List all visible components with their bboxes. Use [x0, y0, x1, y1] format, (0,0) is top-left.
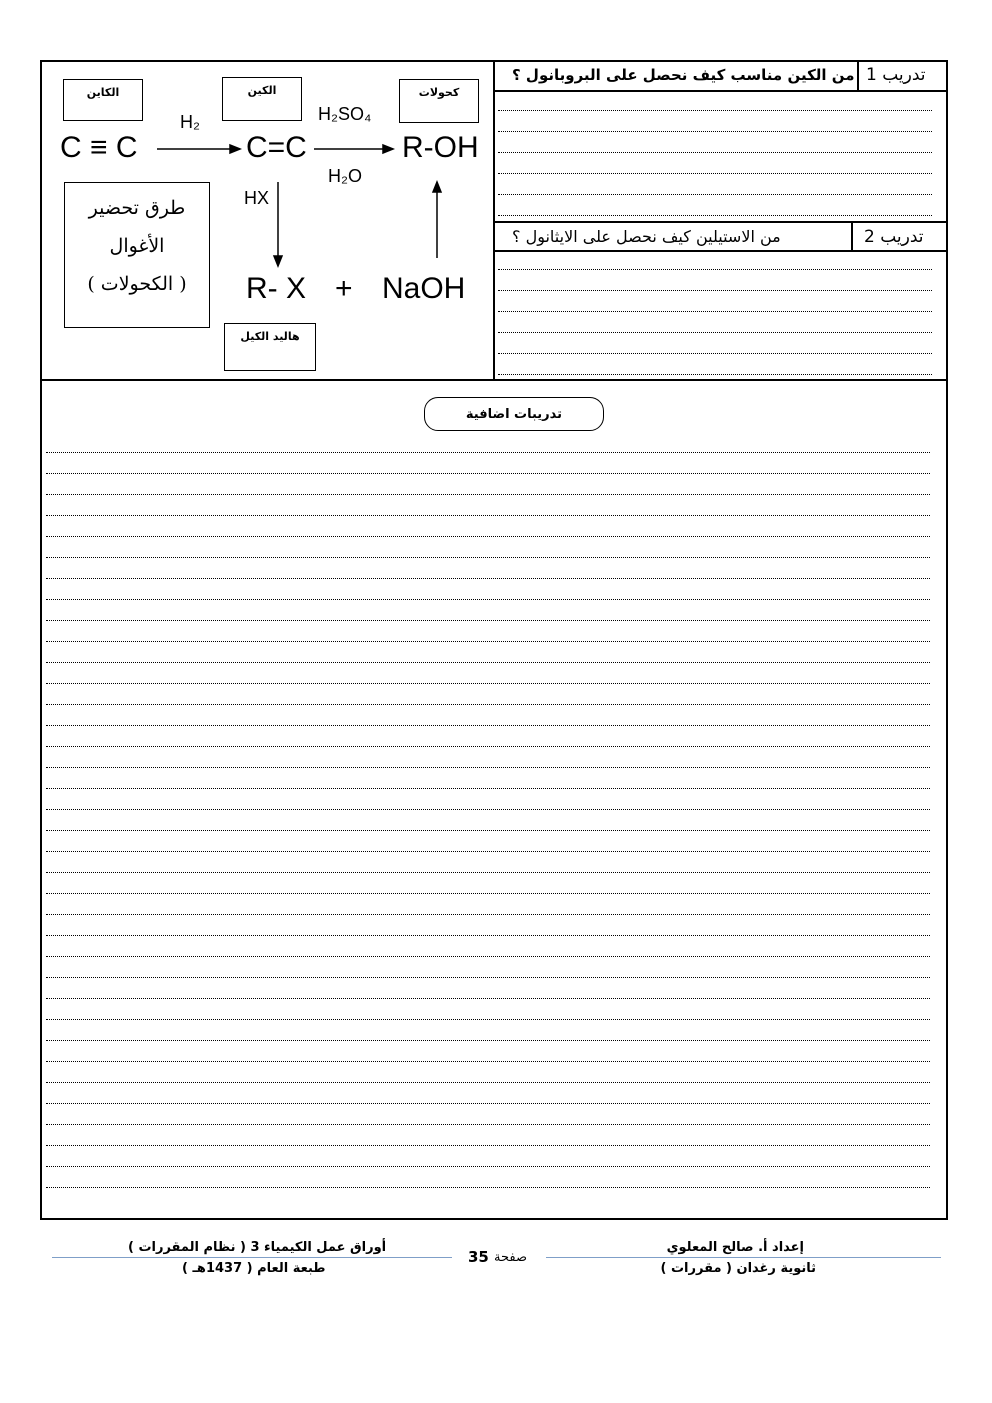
footer-rule-right: [546, 1257, 941, 1258]
answer-line[interactable]: [498, 173, 932, 174]
alcohol-preparation-methods-box: [64, 182, 210, 328]
top-section-bottom-line: [40, 379, 948, 381]
extra-exercises-title-box: [424, 397, 604, 431]
alkyl-halide-label-box: [224, 323, 316, 371]
answer-line[interactable]: [46, 1124, 930, 1125]
answer-line[interactable]: [46, 914, 930, 915]
footer-rule-left: [52, 1257, 452, 1258]
answer-line[interactable]: [46, 893, 930, 894]
answer-line[interactable]: [498, 311, 932, 312]
answer-line[interactable]: [46, 599, 930, 600]
footer-page-number: 35: [468, 1248, 489, 1266]
answer-line[interactable]: [46, 1019, 930, 1020]
reagent-h2o: H₂O: [328, 166, 362, 186]
reagent-h2so4: H₂SO₄: [318, 104, 372, 124]
answer-line[interactable]: [46, 725, 930, 726]
answer-line[interactable]: [46, 1145, 930, 1146]
answer-line[interactable]: [46, 641, 930, 642]
answer-line[interactable]: [498, 110, 932, 111]
exercise-1-question: من الكين مناسب كيف نحصل على البروبانول ؟: [512, 66, 855, 84]
exercise-1-number: تدريب 1: [866, 65, 926, 85]
answer-line[interactable]: [46, 1166, 930, 1167]
answer-line[interactable]: [46, 977, 930, 978]
answer-line[interactable]: [498, 194, 932, 195]
answer-line[interactable]: [46, 788, 930, 789]
answer-line[interactable]: [46, 830, 930, 831]
answer-line[interactable]: [498, 269, 932, 270]
methods-title-line1: طرق تحضير: [88, 197, 186, 219]
answer-line[interactable]: [46, 536, 930, 537]
answer-line[interactable]: [46, 557, 930, 558]
footer-page-word: صفحة: [494, 1250, 527, 1265]
answer-line[interactable]: [46, 620, 930, 621]
alcohol-formula: R-OH: [402, 131, 479, 164]
answer-line[interactable]: [498, 353, 932, 354]
alkyl-halide-label: هاليد الكيل: [240, 330, 300, 343]
answer-line[interactable]: [46, 746, 930, 747]
extra-exercises-title: تدريبات اضافية: [465, 406, 563, 422]
answer-line[interactable]: [46, 473, 930, 474]
exercise-2-number: تدريب 2: [864, 227, 924, 247]
answer-line[interactable]: [46, 515, 930, 516]
alkyne-label: الكاين: [86, 86, 120, 99]
alkene-label: الكين: [247, 84, 277, 97]
answer-line[interactable]: [46, 1040, 930, 1041]
answer-line[interactable]: [498, 374, 932, 375]
answer-line[interactable]: [46, 1061, 930, 1062]
answer-line[interactable]: [46, 452, 930, 453]
answer-line[interactable]: [46, 935, 930, 936]
answer-line[interactable]: [46, 767, 930, 768]
methods-title-line3: ( الكحولات ): [87, 273, 187, 295]
methods-title-line2: الأغوال: [109, 235, 165, 257]
answer-line[interactable]: [498, 152, 932, 153]
exercise-2-top-line: [493, 221, 948, 223]
alkyl-halide-formula: R- X: [246, 272, 306, 305]
answer-line[interactable]: [46, 956, 930, 957]
alkene-formula: C=C: [246, 131, 307, 164]
footer-workbook-title: أوراق عمل الكيمياء 3 ( نظام المقررات ): [128, 1240, 387, 1255]
answer-line[interactable]: [46, 851, 930, 852]
answer-line[interactable]: [498, 290, 932, 291]
alcohols-label: كحولات: [418, 86, 460, 99]
answer-line[interactable]: [46, 809, 930, 810]
footer-edition-year: طبعة العام ( 1437هـ ): [182, 1261, 326, 1276]
alkyne-label-box: [63, 79, 143, 121]
exercise-2-question: من الاستيلين كيف نحصل على الايثانول ؟: [512, 227, 781, 246]
exercise-1-header-line: [493, 90, 948, 92]
answer-line[interactable]: [498, 215, 932, 216]
answer-line[interactable]: [46, 683, 930, 684]
alkene-label-box: [222, 77, 302, 121]
answer-line[interactable]: [46, 704, 930, 705]
plus-sign: +: [335, 272, 353, 305]
exercise-1-number-divider: [857, 60, 859, 91]
reagent-h2: H₂: [180, 112, 200, 132]
footer-author: إعداد أ. صالح المعلوي: [666, 1240, 804, 1255]
answer-line[interactable]: [46, 494, 930, 495]
answer-line[interactable]: [498, 131, 932, 132]
answer-line[interactable]: [498, 332, 932, 333]
answer-line[interactable]: [46, 1103, 930, 1104]
alcohols-label-box: [399, 79, 479, 123]
footer-school: ثانوية رغدان ( مقررات ): [660, 1261, 816, 1276]
naoh-formula: NaOH: [382, 272, 466, 305]
reagent-hx: HX: [244, 188, 270, 208]
exercise-2-number-divider: [851, 222, 853, 251]
exercise-2-header-line: [493, 250, 948, 252]
answer-line[interactable]: [46, 998, 930, 999]
answer-line[interactable]: [46, 1187, 930, 1188]
alkyne-formula: C ≡ C: [60, 131, 138, 164]
answer-line[interactable]: [46, 1082, 930, 1083]
answer-line[interactable]: [46, 578, 930, 579]
answer-line[interactable]: [46, 662, 930, 663]
answer-line[interactable]: [46, 872, 930, 873]
